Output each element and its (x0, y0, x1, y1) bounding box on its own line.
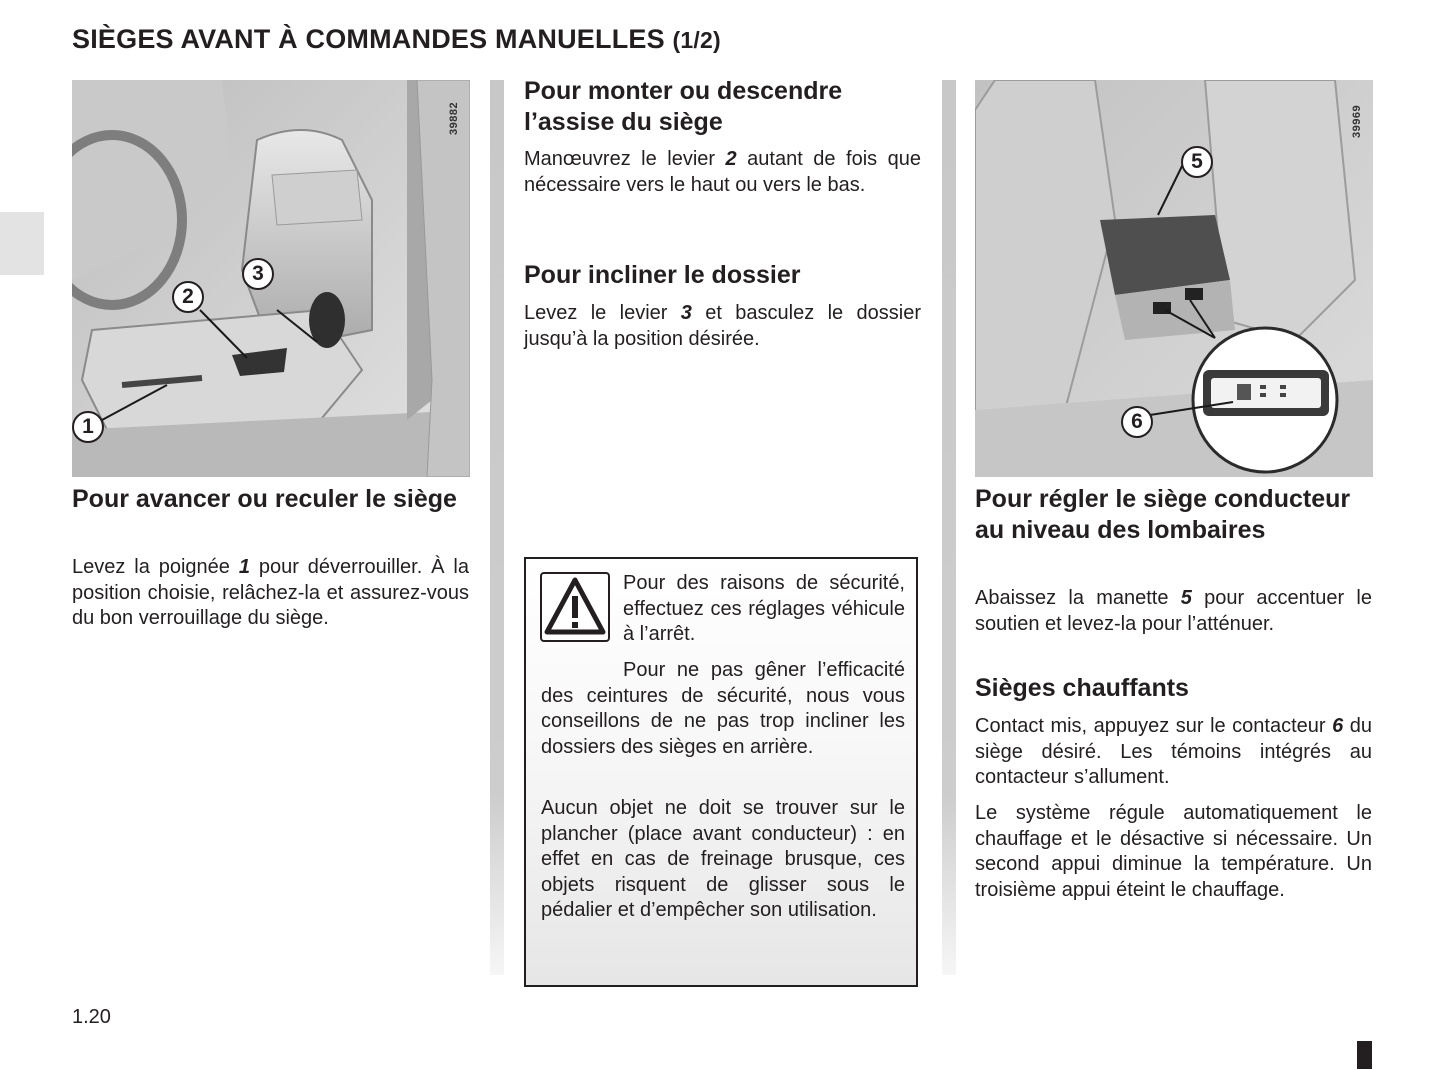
text-backrest-tilt: Levez le levier 3 et basculez le dossier jusqu’à la position désirée. (524, 302, 921, 350)
heading-heated-seats: Sièges chauffants (975, 674, 1189, 702)
figure-reference-code: 39882 (448, 101, 460, 135)
callout-3: 3 (242, 258, 274, 290)
text-forward-backward: Levez la poignée 1 pour déverrouiller. À la position choisie, relâchez-la et assurez-vous du bon verrouillage du siège. (72, 556, 469, 629)
warning-text-3: Aucun objet ne doit se trouver sur le plancher (place avant conducteur) : en effet en cas de freinage brusque, ces objets risquent de glisser sous le pédalier et d’empêcher son utilisation. (541, 797, 905, 921)
safety-warning-box (524, 557, 918, 987)
heading-seat-height: Pour monter ou descendre l’assise du siège (524, 77, 843, 136)
chapter-tab (0, 212, 44, 275)
lumbar-heated-seat-illustration (975, 80, 1373, 477)
warning-triangle-icon (540, 572, 610, 642)
seat-adjustment-illustration (72, 80, 470, 477)
callout-6: 6 (1121, 406, 1153, 438)
callout-2: 2 (172, 281, 204, 313)
page-title-part: (1/2) (672, 27, 721, 53)
text-seat-height: Manœuvrez le levier 2 autant de fois que nécessaire vers le haut ou vers le bas. (524, 148, 922, 196)
text-heated-seats-1: Contact mis, appuyez sur le contacteur 6 du siège désiré. Les témoins intégrés au contacteur s’allument. (975, 715, 1372, 788)
column-divider-right (942, 80, 956, 975)
text-heated-seats-2: Le système régule automatiquement le chauffage et le désactive si nécessaire. Un second appui diminue la température. Un troisième appui éteint le chauffage. (975, 802, 1372, 901)
warning-text-1: Pour des raisons de sécurité, effectuez ces réglages véhicule à l’arrêt. (623, 572, 905, 645)
callout-5: 5 (1181, 146, 1213, 178)
heading-forward-backward: Pour avancer ou reculer le siège (72, 485, 457, 513)
warning-text-2: Pour ne pas gêner l’efficacité des ceintures de sécurité, nous vous conseillons de ne pas trop incliner les dossiers des sièges en arrière. (541, 659, 905, 758)
callout-1: 1 (72, 411, 104, 443)
figure-reference-code: 39969 (1351, 104, 1363, 138)
heading-lumbar: Pour régler le siège conducteur au niveau des lombaires (975, 485, 1351, 544)
page-title (72, 24, 721, 55)
text-lumbar: Abaissez la manette 5 pour accentuer le soutien et levez-la pour l’atténuer. (975, 587, 1372, 635)
page-number: 1.20 (72, 1006, 111, 1028)
page-corner-mark (1357, 1041, 1372, 1069)
page-title-main: SIÈGES AVANT À COMMANDES MANUELLES (72, 24, 665, 54)
heading-backrest-tilt: Pour incliner le dossier (524, 261, 801, 289)
column-divider-left (490, 80, 504, 975)
